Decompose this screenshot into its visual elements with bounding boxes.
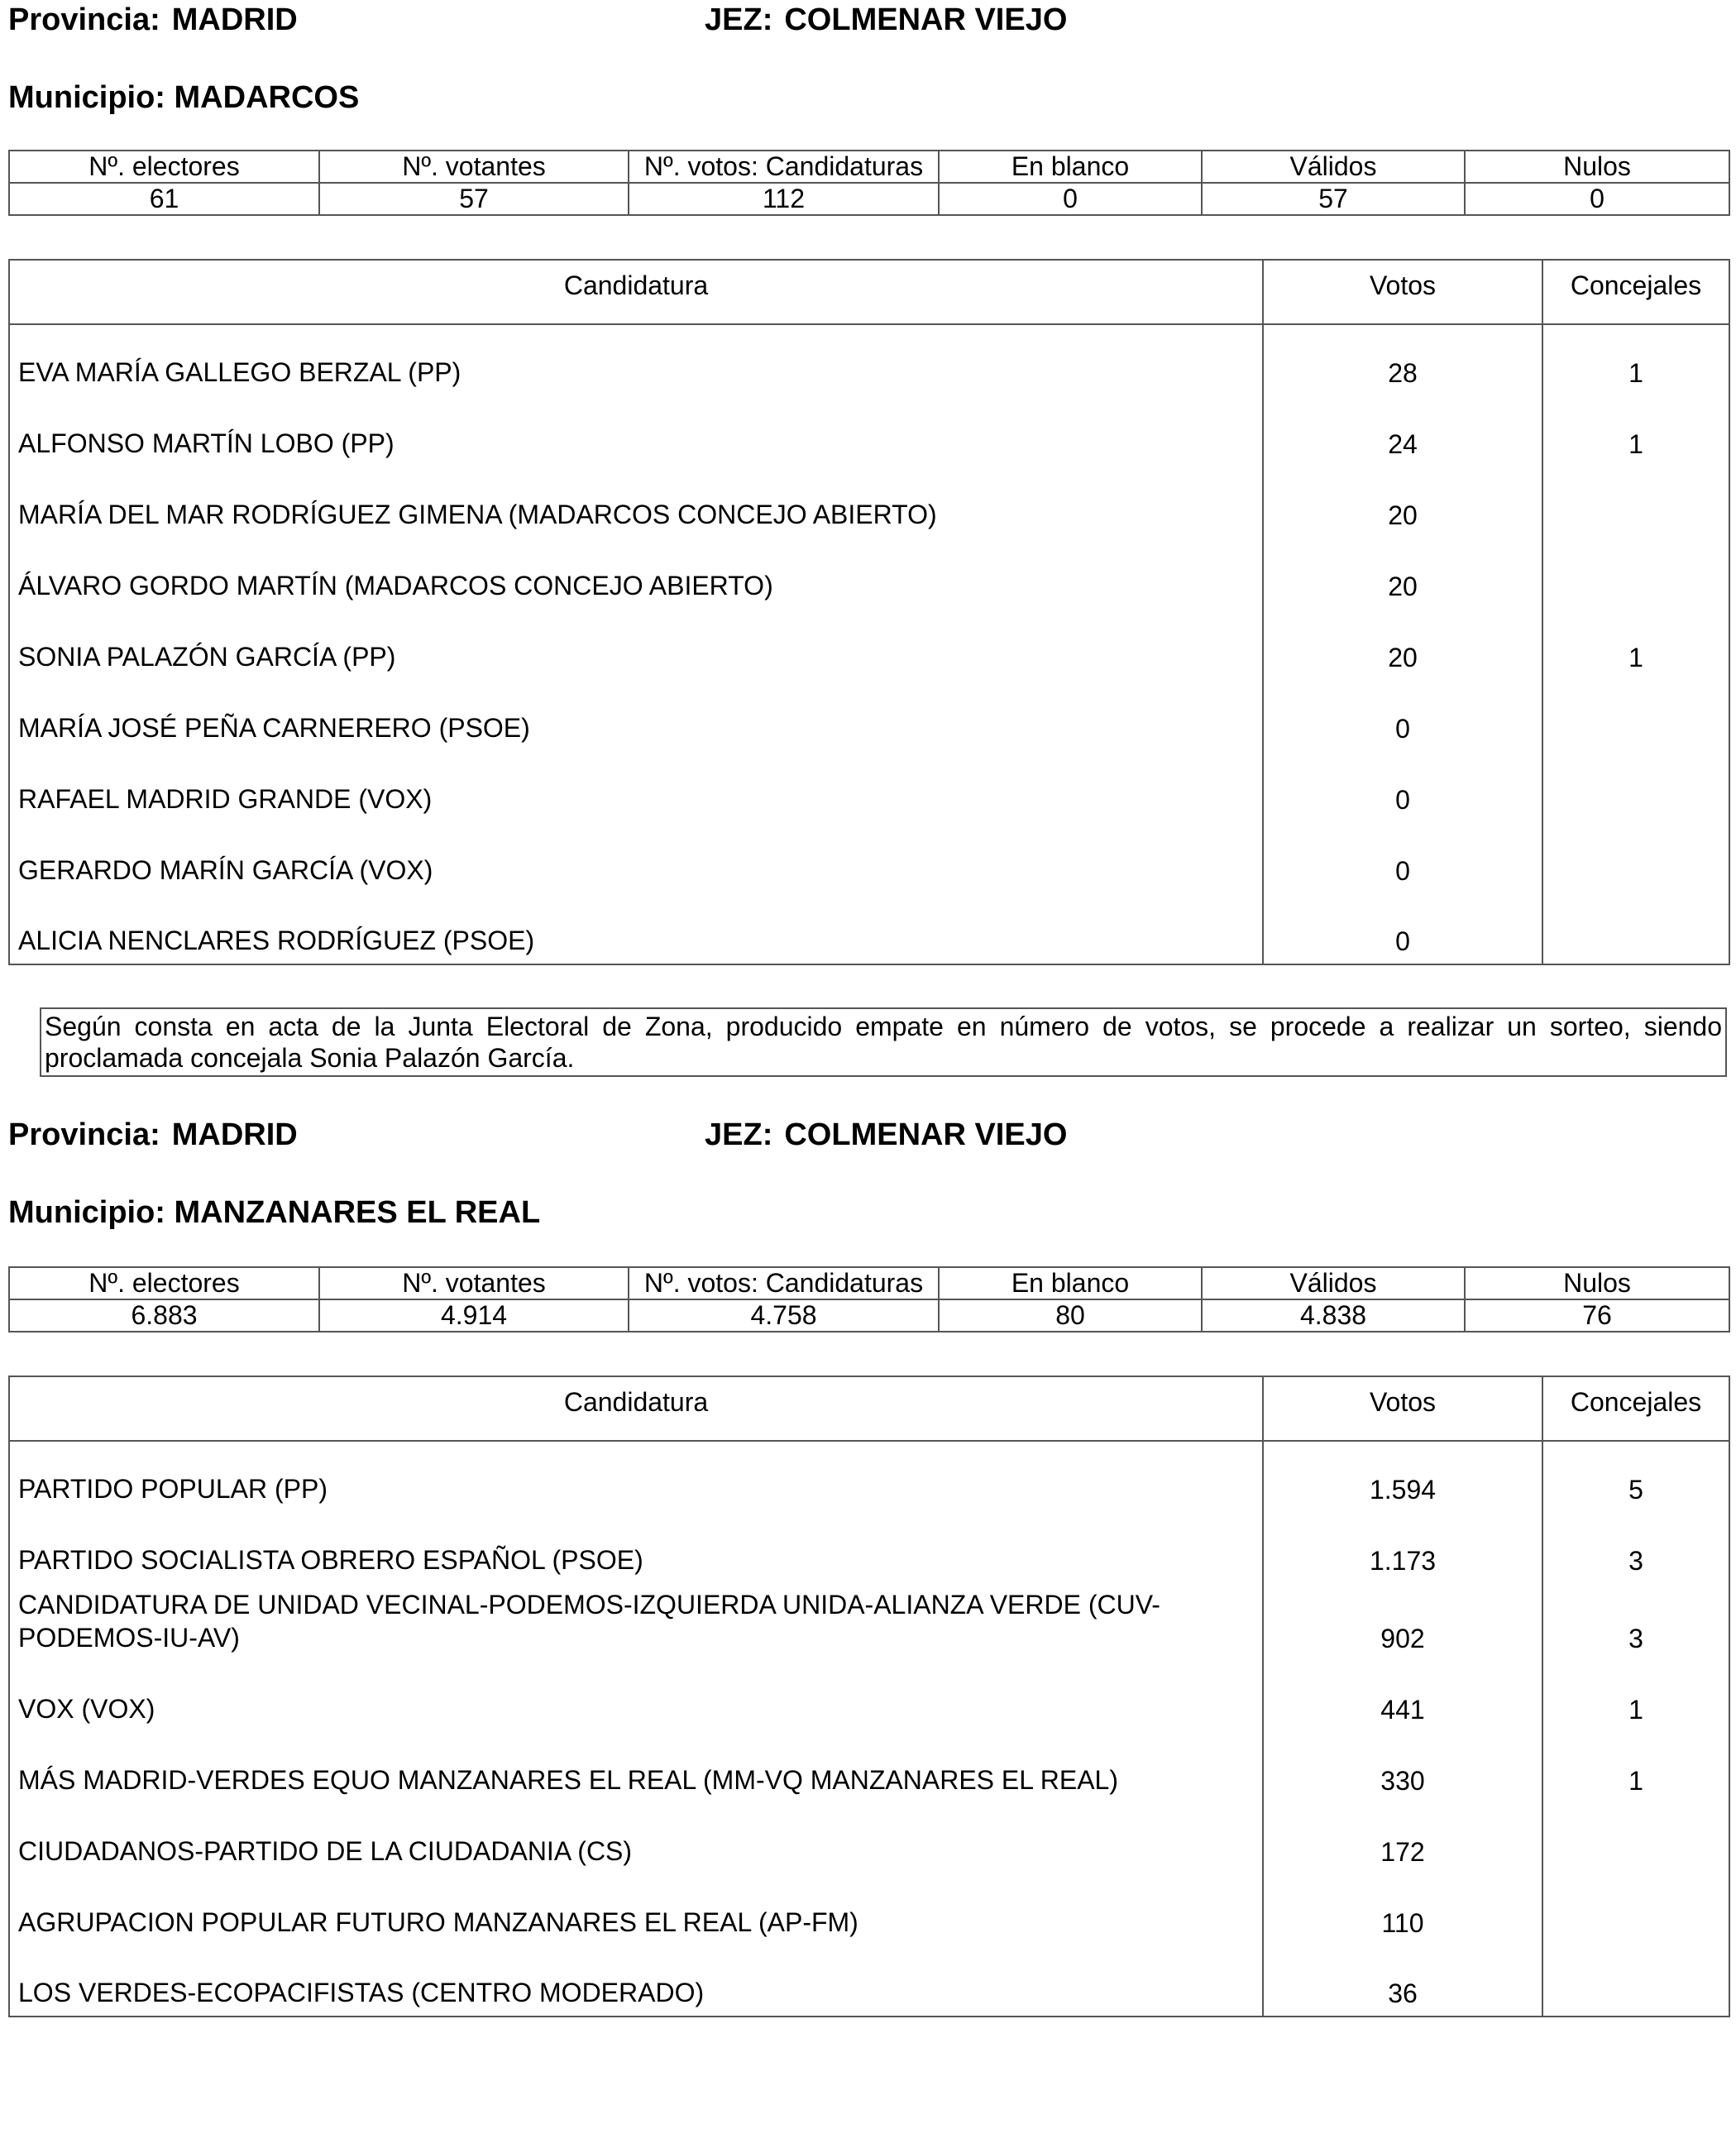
- candidate-name: PARTIDO SOCIALISTA OBRERO ESPAÑOL (PSOE): [9, 1512, 1263, 1583]
- header-nulos: Nulos: [1465, 151, 1729, 183]
- value-electores: 61: [9, 183, 319, 215]
- candidate-votes: 20: [1263, 466, 1542, 538]
- jez-label: JEZ:: [705, 2, 773, 37]
- value-en-blanco: 0: [939, 183, 1202, 215]
- candidate-row: [9, 538, 1729, 609]
- candidate-name: MARÍA JOSÉ PEÑA CARNERERO (PSOE): [9, 680, 1263, 751]
- header-validos: Válidos: [1202, 151, 1465, 183]
- candidate-votes: 20: [1263, 538, 1542, 609]
- header-candidatura: Candidatura: [9, 1376, 1263, 1441]
- candidate-votes: 902: [1263, 1583, 1542, 1661]
- candidate-votes: 36: [1263, 1945, 1542, 2017]
- candidates-table: [8, 259, 1730, 965]
- candidate-seats: [1542, 822, 1729, 893]
- header-en-blanco: En blanco: [939, 1267, 1202, 1299]
- value-votos-candidaturas: 112: [629, 183, 939, 215]
- candidate-votes: 1.594: [1263, 1441, 1542, 1512]
- jez-value: COLMENAR VIEJO: [784, 2, 1068, 37]
- value-nulos: 76: [1465, 1299, 1729, 1332]
- candidate-name: ÁLVARO GORDO MARTÍN (MADARCOS CONCEJO ABIERTO): [9, 538, 1263, 609]
- tie-break-note: Según consta en acta de la Junta Electoral de Zona, producido empate en número de votos, se procede a realizar un sorteo, siendo proclamada concejala Sonia Palazón García.: [40, 1007, 1727, 1077]
- candidate-votes: 0: [1263, 822, 1542, 893]
- candidate-name: VOX (VOX): [9, 1661, 1263, 1732]
- candidate-row: [9, 1732, 1729, 1803]
- header-en-blanco: En blanco: [939, 151, 1202, 183]
- candidate-seats: 1: [1542, 1732, 1729, 1803]
- municipio-header: [8, 79, 359, 116]
- provincia-value: MADRID: [171, 1117, 298, 1152]
- candidate-votes: 110: [1263, 1874, 1542, 1945]
- value-votantes: 57: [319, 183, 629, 215]
- candidate-name: AGRUPACION POPULAR FUTURO MANZANARES EL REAL (AP-FM): [9, 1874, 1263, 1945]
- header-votantes: Nº. votantes: [319, 1267, 629, 1299]
- candidate-votes: 172: [1263, 1803, 1542, 1874]
- candidate-name: CIUDADANOS-PARTIDO DE LA CIUDADANIA (CS): [9, 1803, 1263, 1874]
- summary-table: [8, 1266, 1730, 1332]
- candidate-seats: [1542, 893, 1729, 964]
- provincia-label: Provincia:: [8, 2, 160, 37]
- summary-header-row: [9, 1267, 1729, 1299]
- candidate-name: SONIA PALAZÓN GARCÍA (PP): [9, 609, 1263, 680]
- candidate-votes: 20: [1263, 609, 1542, 680]
- candidate-votes: 24: [1263, 395, 1542, 466]
- candidate-name: CANDIDATURA DE UNIDAD VECINAL-PODEMOS-IZQUIERDA UNIDA-ALIANZA VERDE (CUV-PODEMOS-IU-AV): [9, 1583, 1263, 1661]
- candidate-row: [9, 680, 1729, 751]
- jez-label: JEZ:: [705, 1117, 773, 1152]
- candidate-row: [9, 1583, 1729, 1661]
- summary-header-row: [9, 151, 1729, 183]
- municipio-section: [0, 0, 1736, 1075]
- candidate-row: [9, 1874, 1729, 1945]
- candidate-seats: [1542, 466, 1729, 538]
- candidate-votes: 1.173: [1263, 1512, 1542, 1583]
- candidate-seats: 3: [1542, 1583, 1729, 1661]
- value-en-blanco: 80: [939, 1299, 1202, 1332]
- provincia-header: [8, 2, 298, 38]
- candidate-votes: 0: [1263, 893, 1542, 964]
- jez-header: [705, 2, 1067, 38]
- candidate-name: LOS VERDES-ECOPACIFISTAS (CENTRO MODERADO): [9, 1945, 1263, 2017]
- candidate-name: RAFAEL MADRID GRANDE (VOX): [9, 751, 1263, 822]
- candidate-row: [9, 395, 1729, 466]
- header-validos: Válidos: [1202, 1267, 1465, 1299]
- candidate-name: MÁS MADRID-VERDES EQUO MANZANARES EL REAL (MM-VQ MANZANARES EL REAL): [9, 1732, 1263, 1803]
- candidate-votes: 441: [1263, 1661, 1542, 1732]
- candidate-row: [9, 751, 1729, 822]
- header-votantes: Nº. votantes: [319, 151, 629, 183]
- candidate-votes: 0: [1263, 751, 1542, 822]
- municipio-value: MANZANARES EL REAL: [174, 1195, 541, 1230]
- candidate-votes: 330: [1263, 1732, 1542, 1803]
- candidate-name: GERARDO MARÍN GARCÍA (VOX): [9, 822, 1263, 893]
- candidate-seats: [1542, 680, 1729, 751]
- candidate-row: [9, 822, 1729, 893]
- candidate-seats: 1: [1542, 395, 1729, 466]
- candidate-seats: 5: [1542, 1441, 1729, 1512]
- municipio-section: [0, 1117, 1736, 2109]
- header-candidatura: Candidatura: [9, 260, 1263, 324]
- value-nulos: 0: [1465, 183, 1729, 215]
- candidate-row: [9, 1512, 1729, 1583]
- candidate-votes: 0: [1263, 680, 1542, 751]
- candidate-row: [9, 1803, 1729, 1874]
- candidates-table: [8, 1376, 1730, 2017]
- candidate-seats: [1542, 1945, 1729, 2017]
- candidate-row: [9, 324, 1729, 395]
- candidate-seats: [1542, 1874, 1729, 1945]
- candidate-name: MARÍA DEL MAR RODRÍGUEZ GIMENA (MADARCOS CONCEJO ABIERTO): [9, 466, 1263, 538]
- candidate-row: [9, 466, 1729, 538]
- provincia-label: Provincia:: [8, 1117, 160, 1152]
- candidate-votes: 28: [1263, 324, 1542, 395]
- summary-value-row: [9, 1299, 1729, 1332]
- candidate-row: [9, 1441, 1729, 1512]
- candidate-seats: [1542, 538, 1729, 609]
- header-electores: Nº. electores: [9, 1267, 319, 1299]
- candidates-header-row: [9, 1376, 1729, 1441]
- municipio-value: MADARCOS: [174, 80, 360, 115]
- candidate-name: PARTIDO POPULAR (PP): [9, 1441, 1263, 1512]
- candidate-seats: 1: [1542, 324, 1729, 395]
- candidate-name: ALICIA NENCLARES RODRÍGUEZ (PSOE): [9, 893, 1263, 964]
- municipio-label: Municipio:: [8, 1195, 165, 1230]
- header-concejales: Concejales: [1542, 260, 1729, 324]
- value-validos: 4.838: [1202, 1299, 1465, 1332]
- value-validos: 57: [1202, 183, 1465, 215]
- candidate-seats: 1: [1542, 1661, 1729, 1732]
- value-electores: 6.883: [9, 1299, 319, 1332]
- municipio-label: Municipio:: [8, 80, 165, 115]
- candidate-row: [9, 1661, 1729, 1732]
- summary-table: [8, 150, 1730, 216]
- municipio-header: [8, 1194, 540, 1231]
- candidate-row: [9, 1945, 1729, 2017]
- summary-value-row: [9, 183, 1729, 215]
- header-votos: Votos: [1263, 260, 1542, 324]
- jez-value: COLMENAR VIEJO: [784, 1117, 1068, 1152]
- provincia-value: MADRID: [171, 2, 298, 37]
- value-votantes: 4.914: [319, 1299, 629, 1332]
- jez-header: [705, 1117, 1067, 1153]
- header-nulos: Nulos: [1465, 1267, 1729, 1299]
- provincia-header: [8, 1117, 298, 1153]
- header-concejales: Concejales: [1542, 1376, 1729, 1441]
- candidate-seats: 1: [1542, 609, 1729, 680]
- candidate-row: [9, 609, 1729, 680]
- header-electores: Nº. electores: [9, 151, 319, 183]
- candidates-header-row: [9, 260, 1729, 324]
- candidate-seats: 3: [1542, 1512, 1729, 1583]
- header-votos-candidaturas: Nº. votos: Candidaturas: [629, 151, 939, 183]
- header-votos: Votos: [1263, 1376, 1542, 1441]
- candidate-row: [9, 893, 1729, 964]
- candidate-name: ALFONSO MARTÍN LOBO (PP): [9, 395, 1263, 466]
- header-votos-candidaturas: Nº. votos: Candidaturas: [629, 1267, 939, 1299]
- candidate-seats: [1542, 1803, 1729, 1874]
- candidate-name: EVA MARÍA GALLEGO BERZAL (PP): [9, 324, 1263, 395]
- candidate-seats: [1542, 751, 1729, 822]
- value-votos-candidaturas: 4.758: [629, 1299, 939, 1332]
